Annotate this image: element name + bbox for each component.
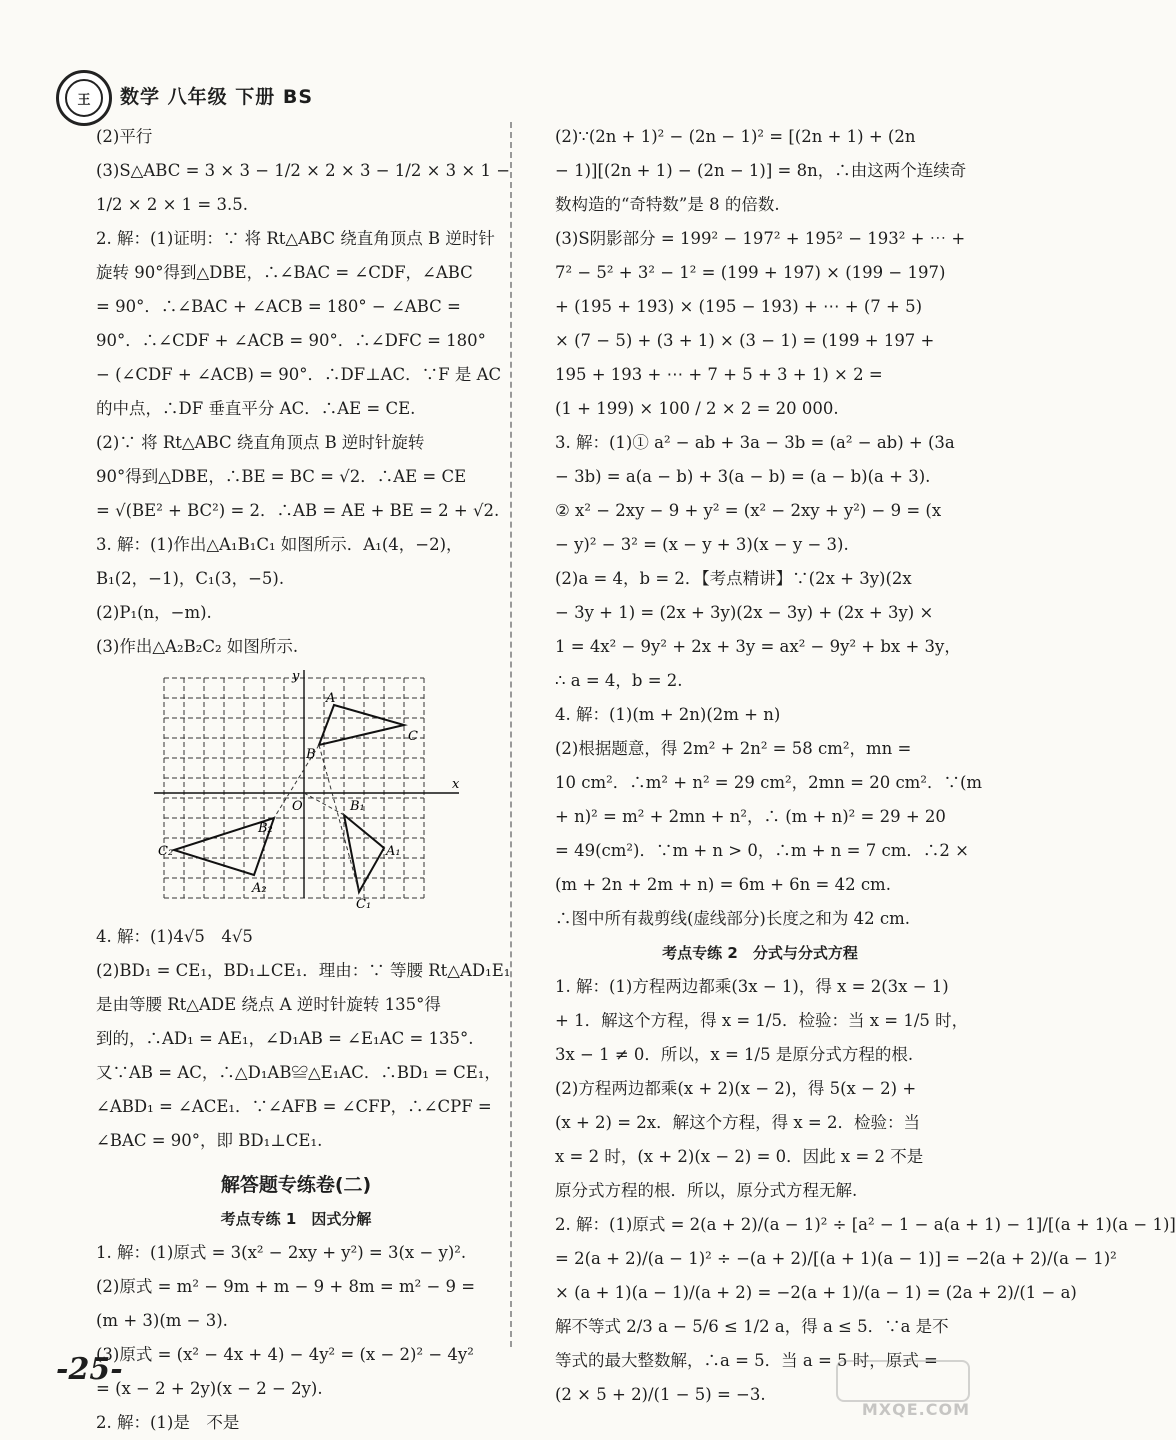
- text-line: 4. 解：(1)(m + 2n)(2m + n): [555, 705, 781, 724]
- label-b2: B₂: [258, 821, 273, 836]
- text-line: (2)a = 4，b = 2．【考点精讲】∵(2x + 3y)(2x: [555, 569, 912, 588]
- section-subtitle-2: 考点专练 2 分式与分式方程: [662, 944, 858, 962]
- text-line: 1/2 × 2 × 1 = 3.5.: [96, 195, 248, 214]
- text-line: 是由等腰 Rt△ADE 绕点 A 逆时针旋转 135°得: [96, 995, 441, 1014]
- text-line: ∴ a = 4，b = 2.: [555, 671, 683, 690]
- label-b: B: [306, 747, 316, 762]
- watermark-text: MXQE.COM: [861, 1400, 970, 1419]
- text-line: 3x − 1 ≠ 0．所以，x = 1/5 是原分式方程的根.: [555, 1045, 914, 1064]
- text-line: 旋转 90°得到△DBE，∴∠BAC = ∠CDF，∠ABC: [96, 263, 473, 282]
- column-divider: [510, 122, 512, 1347]
- text-line: (2)∵ 将 Rt△ABC 绕直角顶点 B 逆时针旋转: [96, 433, 425, 452]
- left-text-block-2: [96, 920, 511, 1158]
- text-line: + 1．解这个方程，得 x = 1/5．检验：当 x = 1/5 时，: [555, 1011, 969, 1030]
- text-line: (2)根据题意，得 2m² + 2n² = 58 cm²，mn =: [555, 739, 912, 758]
- label-b1: B₁: [350, 799, 365, 814]
- logo: [56, 70, 112, 126]
- text-line: 2. 解：(1)证明：∵ 将 Rt△ABC 绕直角顶点 B 逆时针: [96, 229, 495, 248]
- text-line: (m + 2n + 2m + n) = 6m + 6n = 42 cm.: [555, 875, 891, 894]
- logo-mark: 王: [65, 79, 103, 117]
- label-c1: C₁: [356, 897, 372, 912]
- label-a: A: [326, 691, 336, 706]
- page-number: -25-: [56, 1352, 123, 1387]
- text-line: (2)BD₁ = CE₁，BD₁⊥CE₁．理由：∵ 等腰 Rt△AD₁E₁: [96, 961, 511, 980]
- watermark: [810, 1360, 970, 1422]
- text-line: (x + 2) = 2x．解这个方程，得 x = 2．检验：当: [555, 1113, 920, 1132]
- text-line: ∠BAC = 90°，即 BD₁⊥CE₁.: [96, 1131, 323, 1150]
- section-subtitle: 考点专练 1 因式分解: [220, 1210, 372, 1228]
- text-line: ∠ABD₁ = ∠ACE₁．∵∠AFB = ∠CFP，∴∠CPF =: [96, 1097, 492, 1116]
- watermark-logo: [836, 1360, 970, 1402]
- coordinate-graph: [154, 669, 464, 912]
- x-axis-label: x: [452, 777, 460, 792]
- text-line: (2)原式 = m² − 9m + m − 9 + 8m = m² − 9 =: [96, 1277, 476, 1296]
- text-line: − y)² − 3² = (x − y + 3)(x − y − 3).: [555, 535, 849, 554]
- text-line: − 3y + 1) = (2x + 3y)(2x − 3y) + (2x + 3y) ×: [555, 603, 934, 622]
- text-line: (3)S阴影部分 = 199² − 197² + 195² − 193² + ⋯ +: [555, 229, 966, 248]
- text-line: 195 + 193 + ⋯ + 7 + 5 + 3 + 1) × 2 =: [555, 365, 883, 384]
- text-line: (3)原式 = (x² − 4x + 4) − 4y² = (x − 2)² − 4y²: [96, 1345, 474, 1364]
- text-line: x = 2 时，(x + 2)(x − 2) = 0．因此 x = 2 不是: [555, 1147, 924, 1166]
- left-column: [96, 120, 511, 1440]
- right-text-block: [555, 120, 983, 936]
- text-line: (1 + 199) × 100 / 2 × 2 = 20 000.: [555, 399, 839, 418]
- text-line: (3)作出△A₂B₂C₂ 如图所示.: [96, 637, 299, 656]
- triangle-abc: [319, 705, 404, 745]
- text-line: = 49(cm²)．∵m + n > 0，∴m + n = 7 cm．∴2 ×: [555, 841, 969, 860]
- text-line: = 90°．∴∠BAC + ∠ACB = 180° − ∠ABC =: [96, 297, 461, 316]
- text-line: 解不等式 2/3 a − 5/6 ≤ 1/2 a，得 a ≤ 5．∵a 是不: [555, 1317, 949, 1336]
- text-line: − 3b) = a(a − b) + 3(a − b) = (a − b)(a + 3).: [555, 467, 931, 486]
- right-column: [555, 120, 1176, 1412]
- text-line: = (x − 2 + 2y)(x − 2 − 2y).: [96, 1379, 323, 1398]
- connector-line: [304, 793, 344, 815]
- text-line: 10 cm²．∴m² + n² = 29 cm²，2mn = 20 cm²．∵(m: [555, 773, 983, 792]
- text-line: × (7 − 5) + (3 + 1) × (3 − 1) = (199 + 197 +: [555, 331, 935, 350]
- text-line: − (∠CDF + ∠ACB) = 90°．∴DF⊥AC．∵F 是 AC: [96, 365, 502, 384]
- y-axis-label: y: [292, 669, 300, 684]
- label-a1: A₁: [386, 844, 401, 859]
- text-line: 原分式方程的根．所以，原分式方程无解.: [555, 1181, 858, 1200]
- text-line: 90°得到△DBE，∴BE = BC = √2．∴AE = CE: [96, 467, 467, 486]
- text-line: = √(BE² + BC²) = 2．∴AB = AE + BE = 2 + √2.: [96, 501, 500, 520]
- page-header-title: 数学 八年级 下册 BS: [120, 86, 314, 108]
- text-line: × (a + 1)(a − 1)/(a + 2) = −2(a + 1)/(a − 1) = (2a + 2)/(1 − a): [555, 1283, 1077, 1302]
- text-line: − 1)][(2n + 1) − (2n − 1)] = 8n，∴由这两个连续奇: [555, 161, 967, 180]
- text-line: 7² − 5² + 3² − 1² = (199 + 197) × (199 − 197): [555, 263, 946, 282]
- label-a2: A₂: [252, 881, 267, 896]
- section-title: 解答题专练卷(二): [220, 1174, 372, 1196]
- text-line: 又∵AB = AC，∴△D₁AB≌△E₁AC．∴BD₁ = CE₁，: [96, 1063, 501, 1082]
- text-line: 3. 解：(1)① a² − ab + 3a − 3b = (a² − ab) + (3a: [555, 433, 955, 452]
- origin-label: O: [292, 799, 303, 814]
- text-line: ∴图中所有裁剪线(虚线部分)长度之和为 42 cm.: [555, 909, 910, 928]
- text-line: (2)平行: [96, 127, 153, 146]
- text-line: 到的，∴AD₁ = AE₁，∠D₁AB = ∠E₁AC = 135°.: [96, 1029, 474, 1048]
- text-line: (3)S△ABC = 3 × 3 − 1/2 × 2 × 3 − 1/2 × 3 × 1 −: [96, 161, 511, 180]
- text-line: 2. 解：(1)是 不是: [96, 1413, 240, 1432]
- text-line: (2)方程两边都乘(x + 2)(x − 2)，得 5(x − 2) +: [555, 1079, 917, 1098]
- text-line: 3. 解：(1)作出△A₁B₁C₁ 如图所示．A₁(4，−2)，: [96, 535, 463, 554]
- text-line: (2)∵(2n + 1)² − (2n − 1)² = [(2n + 1) + (2n: [555, 127, 916, 146]
- text-line: ② x² − 2xy − 9 + y² = (x² − 2xy + y²) − 9 = (x: [555, 501, 942, 520]
- left-text-block-3: [96, 1236, 496, 1440]
- right-text-block-2: [555, 970, 1176, 1412]
- text-line: = 2(a + 2)/(a − 1)² ÷ −(a + 2)/[(a + 1)(a − 1)] = −2(a + 2)/(a − 1)²: [555, 1249, 1117, 1268]
- text-line: + n)² = m² + 2mn + n²，∴ (m + n)² = 29 + 20: [555, 807, 946, 826]
- text-line: 等式的最大整数解，∴a = 5．当 a = 5 时，原式 =: [555, 1351, 938, 1370]
- label-c: C: [408, 729, 418, 744]
- text-line: 4. 解：(1)4√5 4√5: [96, 927, 253, 946]
- graph-grid: [164, 678, 424, 898]
- label-c2: C₂: [158, 844, 174, 859]
- text-line: 的中点，∴DF 垂直平分 AC．∴AE = CE.: [96, 399, 416, 418]
- text-line: (m + 3)(m − 3).: [96, 1311, 228, 1330]
- text-line: 数构造的“奇特数”是 8 的倍数.: [555, 195, 780, 214]
- text-line: B₁(2，−1)，C₁(3，−5).: [96, 569, 285, 588]
- text-line: + (195 + 193) × (195 − 193) + ⋯ + (7 + 5): [555, 297, 923, 316]
- left-text-block: [96, 120, 511, 664]
- text-line: (2 × 5 + 2)/(1 − 5) = −3.: [555, 1385, 766, 1404]
- text-line: 2. 解：(1)原式 = 2(a + 2)/(a − 1)² ÷ [a² − 1 − a(a + 1) − 1]/[(a + 1)(a − 1)]: [555, 1215, 1176, 1234]
- text-line: 1. 解：(1)方程两边都乘(3x − 1)，得 x = 2(3x − 1): [555, 977, 949, 996]
- text-line: (2)P₁(n，−m).: [96, 603, 212, 622]
- text-line: 1. 解：(1)原式 = 3(x² − 2xy + y²) = 3(x − y)².: [96, 1243, 467, 1262]
- text-line: 90°．∴∠CDF + ∠ACB = 90°．∴∠DFC = 180°: [96, 331, 486, 350]
- text-line: 1 = 4x² − 9y² + 2x + 3y = ax² − 9y² + bx + 3y，: [555, 637, 961, 656]
